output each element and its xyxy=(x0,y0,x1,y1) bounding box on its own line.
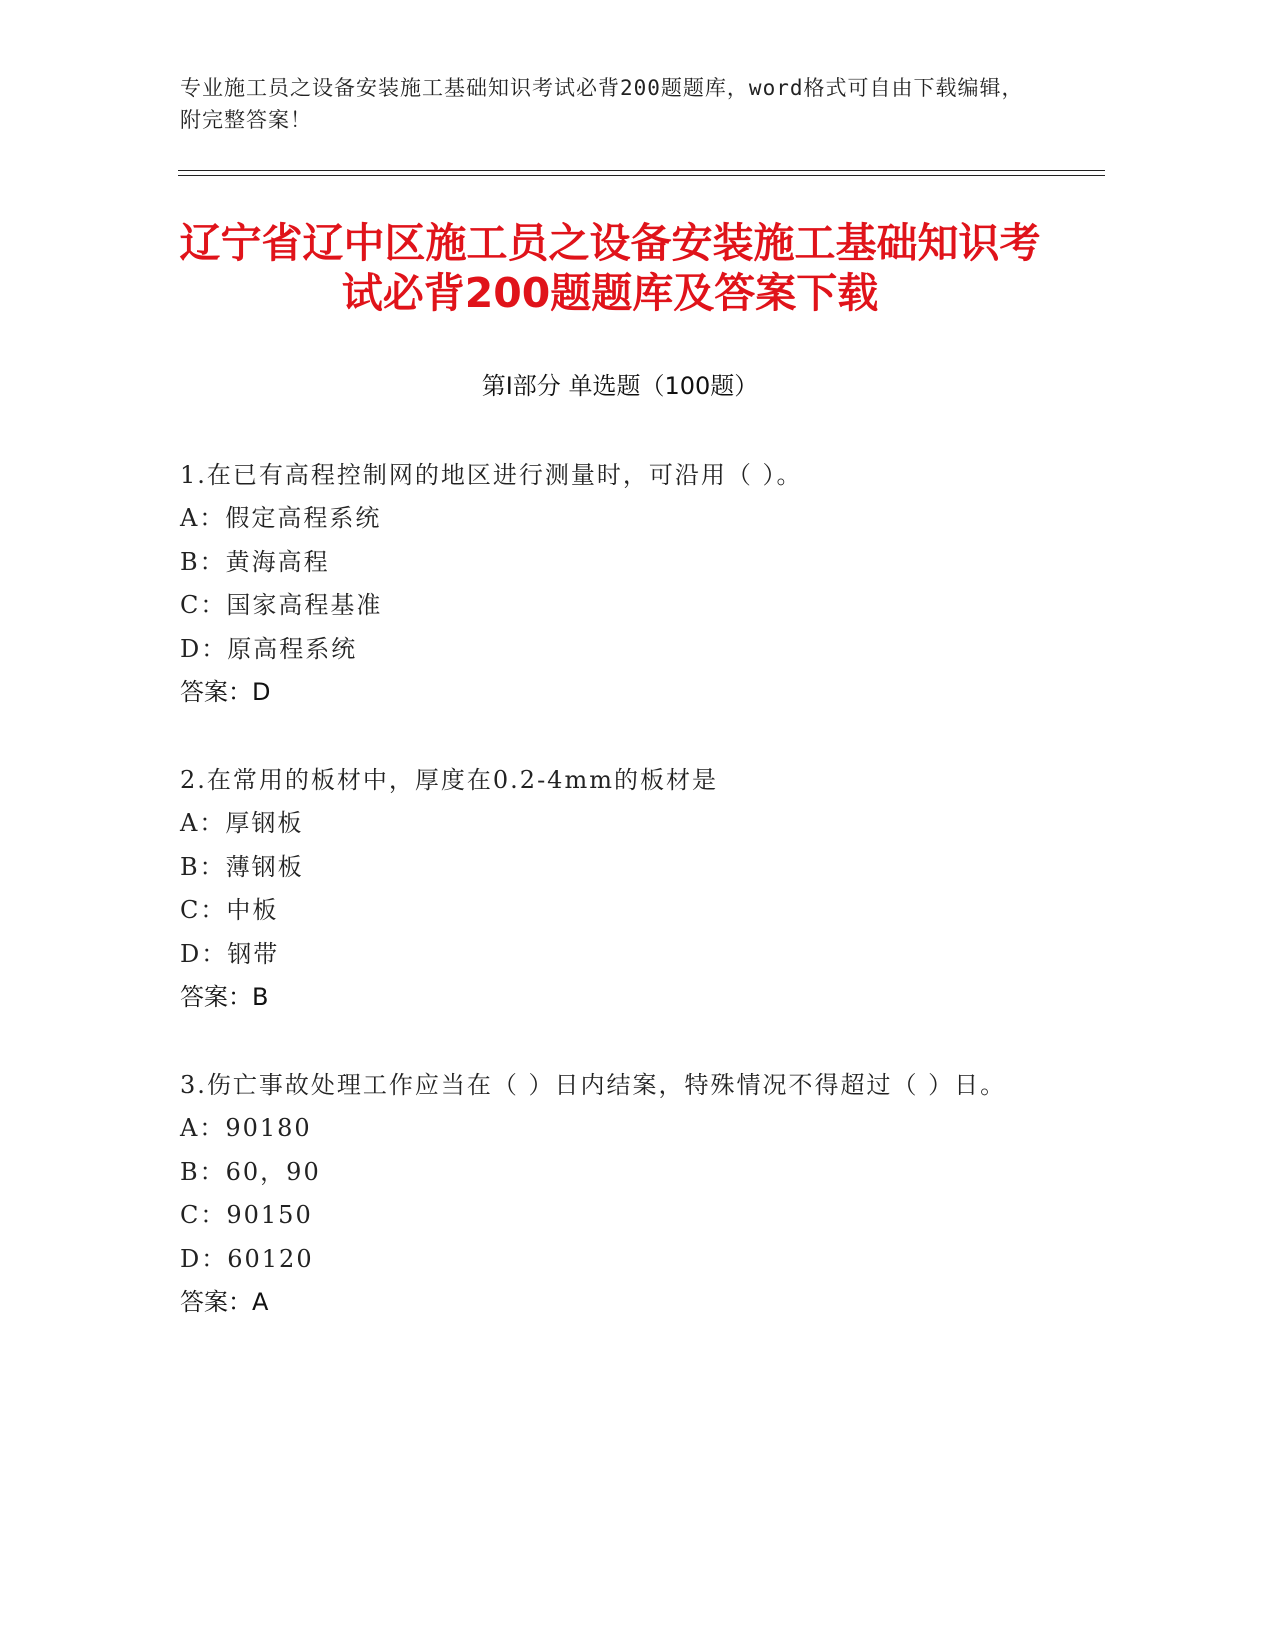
header-rule-top xyxy=(178,170,1105,171)
option-a: A：假定高程系统 xyxy=(180,504,382,532)
question-3 xyxy=(180,1064,1020,1325)
header-note: 专业施工员之设备安装施工基础知识考试必背200题题库，word格式可自由下载编辑，附完整答案！ xyxy=(180,76,1024,132)
question-stem: 3.伤亡事故处理工作应当在（ ）日内结案，特殊情况不得超过（ ）日。 xyxy=(180,1071,1007,1099)
question-2 xyxy=(180,759,1020,1020)
option-d: D：钢带 xyxy=(180,939,280,968)
option-c: C：国家高程基准 xyxy=(180,591,383,619)
option-a: A：90180 xyxy=(180,1114,312,1142)
question-stem: 1.在已有高程控制网的地区进行测量时，可沿用（ ）。 xyxy=(180,461,803,489)
option-b: B：黄海高程 xyxy=(180,547,330,576)
option-d: D：60120 xyxy=(180,1244,314,1273)
answer: 答案：B xyxy=(180,983,269,1011)
option-a: A：厚钢板 xyxy=(180,809,304,837)
question-stem: 2.在常用的板材中，厚度在0.2-4mm的板材是 xyxy=(180,766,718,794)
question-1 xyxy=(180,454,1020,715)
section-title: 第Ⅰ部分 单选题（100题） xyxy=(481,372,759,400)
option-c: C：90150 xyxy=(180,1201,313,1229)
answer: 答案：A xyxy=(180,1288,269,1316)
option-c: C：中板 xyxy=(180,896,279,924)
header-rule-bottom xyxy=(178,175,1105,176)
answer: 答案：D xyxy=(180,678,271,706)
option-b: B：60，90 xyxy=(180,1157,321,1186)
option-b: B：薄钢板 xyxy=(180,852,304,881)
document-title: 辽宁省辽中区施工员之设备安装施工基础知识考试必背200题题库及答案下载 xyxy=(179,219,1041,317)
option-d: D：原高程系统 xyxy=(180,634,358,663)
